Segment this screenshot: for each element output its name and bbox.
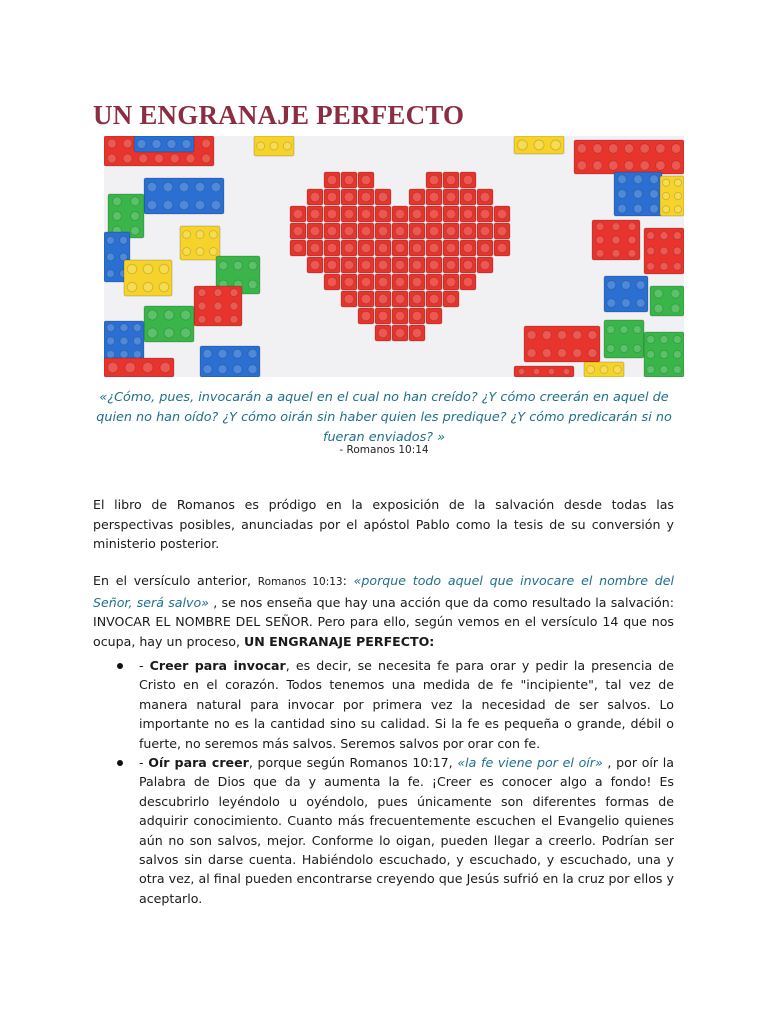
heart-brick xyxy=(358,189,374,205)
bullet-dash: - xyxy=(139,755,149,771)
heart-brick xyxy=(426,308,442,324)
lego-brick xyxy=(584,362,624,377)
lego-brick xyxy=(650,286,684,316)
heart-brick xyxy=(307,240,323,256)
list-item xyxy=(93,753,674,908)
heart-brick xyxy=(443,274,459,290)
lego-brick xyxy=(104,321,144,361)
heart-brick xyxy=(426,189,442,205)
bullet-text: , porque según Romanos 10:17, xyxy=(248,755,458,771)
heart-brick xyxy=(307,257,323,273)
heart-brick xyxy=(324,189,340,205)
heart-brick xyxy=(392,206,408,222)
p2-colon: : xyxy=(342,573,354,588)
heart-brick xyxy=(375,308,391,324)
lego-brick xyxy=(104,358,174,377)
heart-brick xyxy=(477,257,493,273)
heart-brick xyxy=(375,274,391,290)
heart-brick xyxy=(290,240,306,256)
heart-brick xyxy=(375,206,391,222)
heart-brick xyxy=(426,223,442,239)
bullet-text: , por oír la Palabra de Dios que da y aumenta la fe. ¡Creer es conocer algo a fondo! Es descubrirlo leyéndolo u oyéndolo, pues únicamente son diferentes formas de adquirir conocimiento. Cuanto más frecuentemente escuchen el Evangelio quienes aún no son salvos, mejor. Conforme lo oigan, pueden llegar a creerlo. Podrían ser salvos sin darse cuenta. Habiéndolo escuchado, y escuchado, y escuchado, una y otra vez, al final pueden encontrarse creyendo que Jesús sufrió en la cruz por ellos y aceptarlo. xyxy=(139,755,674,906)
p2-body: , se nos enseña que hay una acción que da como resultado la salvación: INVOCAR EL NOMBRE DEL SEÑOR. Pero para ello, según vemos en el versículo 14 que nos ocupa, hay un proceso, xyxy=(93,594,674,649)
heart-brick xyxy=(460,257,476,273)
heart-brick xyxy=(324,257,340,273)
heart-brick xyxy=(460,274,476,290)
heart-brick xyxy=(375,291,391,307)
heart-brick xyxy=(426,291,442,307)
lego-brick xyxy=(514,366,574,377)
lego-brick xyxy=(134,136,194,152)
heart-brick xyxy=(307,223,323,239)
heart-brick xyxy=(426,240,442,256)
page-title: UN ENGRANAJE PERFECTO xyxy=(93,100,465,130)
lego-brick xyxy=(200,346,260,377)
heart-brick xyxy=(477,240,493,256)
lego-brick xyxy=(144,178,224,214)
paragraph-intro: El libro de Romanos es pródigo en la exposición de la salvación desde todas las perspectivas posibles, anunciadas por el apóstol Pablo como la tesis de su conversión y ministerio posterior. xyxy=(93,497,674,552)
bullet-dash: - xyxy=(139,658,150,673)
heart-brick xyxy=(409,240,425,256)
lego-brick xyxy=(524,326,600,362)
heart-brick xyxy=(307,206,323,222)
heart-brick xyxy=(392,274,408,290)
heart-brick xyxy=(358,308,374,324)
heart-brick xyxy=(392,223,408,239)
lego-brick xyxy=(180,226,220,260)
lego-brick xyxy=(604,320,644,358)
heart-brick xyxy=(460,223,476,239)
heart-brick xyxy=(341,189,357,205)
process-list xyxy=(93,656,674,908)
heart-brick xyxy=(375,240,391,256)
heart-brick xyxy=(358,172,374,188)
heart-brick xyxy=(341,240,357,256)
lego-brick xyxy=(514,136,564,154)
lego-brick xyxy=(144,306,194,342)
heart-brick xyxy=(341,274,357,290)
heart-brick xyxy=(392,308,408,324)
heart-brick xyxy=(341,257,357,273)
heart-brick xyxy=(409,325,425,341)
heart-brick xyxy=(324,274,340,290)
lego-brick xyxy=(108,194,144,238)
heart-brick xyxy=(358,291,374,307)
bullet-dot-icon xyxy=(117,663,123,669)
heart-brick xyxy=(409,274,425,290)
heart-brick xyxy=(358,206,374,222)
heart-brick xyxy=(375,223,391,239)
lego-brick xyxy=(660,176,684,216)
heart-brick xyxy=(494,240,510,256)
lego-brick xyxy=(254,136,294,156)
heart-brick xyxy=(443,172,459,188)
heart-brick xyxy=(358,257,374,273)
paragraph-previous-verse xyxy=(93,571,674,651)
heart-brick xyxy=(358,274,374,290)
list-item xyxy=(93,656,674,753)
heart-brick xyxy=(494,206,510,222)
heart-brick xyxy=(477,223,493,239)
heart-brick xyxy=(290,206,306,222)
heart-brick xyxy=(392,240,408,256)
heart-brick xyxy=(375,325,391,341)
heart-brick xyxy=(409,189,425,205)
heart-brick xyxy=(324,172,340,188)
lego-brick xyxy=(644,332,684,377)
heart-brick xyxy=(341,291,357,307)
bullet-dot-icon xyxy=(117,760,123,766)
heart-brick xyxy=(443,257,459,273)
lego-brick xyxy=(592,220,640,260)
p2-emphasis: UN ENGRANAJE PERFECTO: xyxy=(244,633,435,649)
heart-brick xyxy=(443,291,459,307)
heart-brick xyxy=(460,206,476,222)
heart-brick xyxy=(426,274,442,290)
heart-brick xyxy=(409,308,425,324)
heart-brick xyxy=(426,206,442,222)
lego-brick xyxy=(644,228,684,274)
heart-brick xyxy=(460,240,476,256)
heart-brick xyxy=(460,189,476,205)
bullet-heading: Creer para invocar xyxy=(149,658,286,673)
lego-brick xyxy=(194,286,242,326)
heart-brick xyxy=(392,291,408,307)
heart-brick xyxy=(324,223,340,239)
quote-reference: - Romanos 10:14 xyxy=(339,444,429,456)
heart-brick xyxy=(477,206,493,222)
lego-brick xyxy=(614,172,662,216)
heart-brick xyxy=(392,325,408,341)
heart-brick xyxy=(477,189,493,205)
lego-brick xyxy=(604,276,648,312)
p2-reference: Romanos 10:13 xyxy=(257,576,343,588)
heart-brick xyxy=(375,257,391,273)
heart-brick xyxy=(392,257,408,273)
bible-quote: «¿Cómo, pues, invocarán a aquel en el cual no han creído? ¿Y cómo creerán en aquel de quien no han oído? ¿Y cómo oirán sin haber quien les predique? ¿Y cómo predicarán si no fueran enviados? » xyxy=(96,390,672,445)
heart-brick xyxy=(341,206,357,222)
bullet-quote: «la fe viene por el oír» xyxy=(457,755,603,771)
lego-brick xyxy=(574,140,684,174)
lego-brick xyxy=(124,260,172,296)
p2-quote: «porque todo aquel que invocare el nombre del Señor, será salvo» xyxy=(93,573,674,610)
heart-brick xyxy=(443,206,459,222)
heart-brick xyxy=(409,257,425,273)
heart-brick xyxy=(494,223,510,239)
lego-heart-image xyxy=(104,136,684,377)
heart-brick xyxy=(443,189,459,205)
heart-brick xyxy=(409,223,425,239)
heart-brick xyxy=(341,172,357,188)
heart-brick xyxy=(324,206,340,222)
heart-brick xyxy=(358,223,374,239)
heart-brick xyxy=(443,240,459,256)
heart-brick xyxy=(409,206,425,222)
heart-brick xyxy=(324,240,340,256)
bullet-heading: Oír para creer xyxy=(148,755,249,771)
heart-brick xyxy=(409,291,425,307)
heart-brick xyxy=(307,189,323,205)
heart-brick xyxy=(426,172,442,188)
heart-brick xyxy=(460,172,476,188)
bullet-text: , es decir, se necesita fe para orar y pedir la presencia de Cristo en el corazón. Todos tenemos una medida de fe "incipiente", tal vez de manera natural para invocar por primera vez la necesidad de ser salvos. Lo importante no es la cantidad sino su calidad. Si la fe es pequeña o grande, débil o fuerte, no seremos más salvos. Seremos salvos por orar con fe. xyxy=(139,658,674,751)
heart-brick xyxy=(358,240,374,256)
heart-brick xyxy=(290,223,306,239)
heart-brick xyxy=(375,189,391,205)
heart-brick xyxy=(426,257,442,273)
heart-brick xyxy=(341,223,357,239)
heart-brick xyxy=(443,223,459,239)
p2-intro: En el versículo anterior, xyxy=(93,573,258,588)
